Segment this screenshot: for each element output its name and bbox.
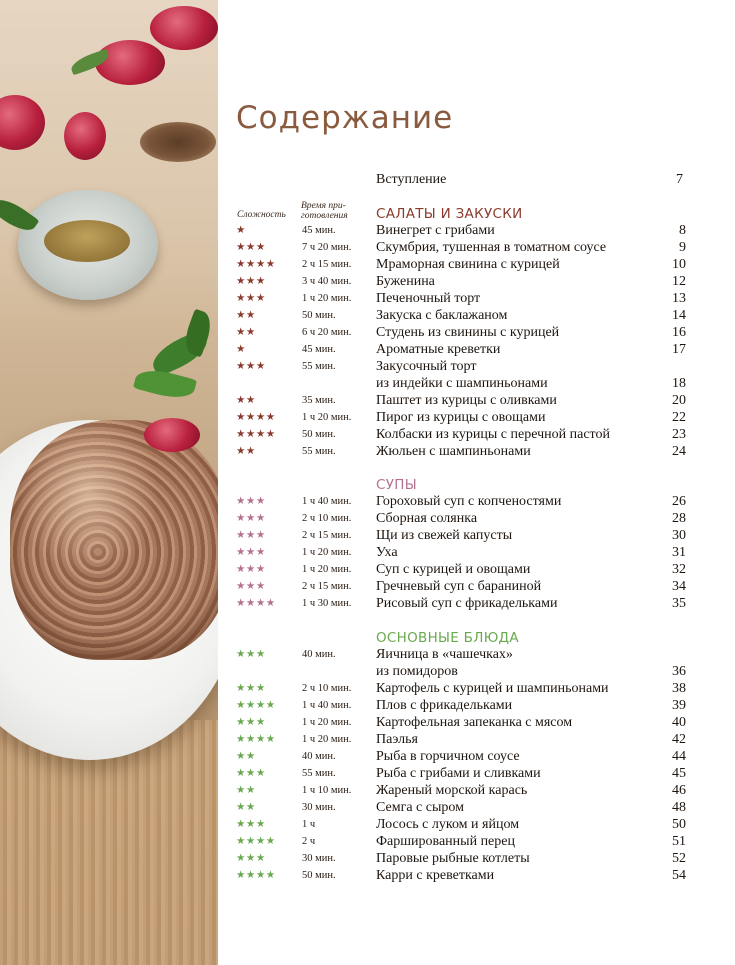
contents-row (228, 359, 690, 376)
page-number: 32 (672, 562, 686, 577)
difficulty-stars: ★★★ (236, 648, 266, 660)
contents-row (228, 511, 690, 528)
cook-time: 50 мин. (302, 429, 336, 440)
recipe-name[interactable]: Гороховый суп с копченостями (376, 494, 562, 509)
recipe-name[interactable]: Колбаски из курицы с перечной пастой (376, 427, 610, 442)
recipe-name[interactable]: Карри с креветками (376, 868, 495, 883)
difficulty-stars: ★★★★ (236, 411, 276, 423)
cook-time: 2 ч 15 мин. (302, 530, 352, 541)
page-number: 24 (672, 444, 686, 459)
cook-time: 55 мин. (302, 361, 336, 372)
page-number: 39 (672, 698, 686, 713)
page-number: 35 (672, 596, 686, 611)
radish (64, 112, 106, 160)
difficulty-stars: ★★ (236, 309, 256, 321)
recipe-name[interactable]: Буженина (376, 274, 435, 289)
page-number: 12 (672, 274, 686, 289)
difficulty-stars: ★★★ (236, 563, 266, 575)
contents-row (228, 868, 690, 885)
section-title: ОСНОВНЫЕ БЛЮДА (376, 630, 519, 646)
difficulty-stars: ★★★ (236, 495, 266, 507)
difficulty-stars: ★★ (236, 750, 256, 762)
recipe-name[interactable]: Картофельная запеканка с мясом (376, 715, 573, 730)
difficulty-stars: ★★ (236, 394, 256, 406)
page-number: 38 (672, 681, 686, 696)
cook-time: 3 ч 40 мин. (302, 276, 352, 287)
contents-row (228, 342, 690, 359)
cook-time: 1 ч 20 мин. (302, 412, 352, 423)
difficulty-stars: ★★★★ (236, 733, 276, 745)
contents-row (228, 681, 690, 698)
time-column-header: Время при- готовления (301, 201, 348, 221)
cook-time: 1 ч 40 мин. (302, 700, 352, 711)
contents-row (228, 817, 690, 834)
recipe-name[interactable]: Мраморная свинина с курицей (376, 257, 560, 272)
page-number: 40 (672, 715, 686, 730)
page-number: 51 (672, 834, 686, 849)
recipe-name[interactable]: Паштет из курицы с оливками (376, 393, 557, 408)
recipe-name[interactable]: Семга с сыром (376, 800, 464, 815)
cook-time: 35 мин. (302, 395, 336, 406)
page-number: 34 (672, 579, 686, 594)
recipe-name[interactable]: Жареный морской карась (376, 783, 528, 798)
contents-row (228, 325, 690, 342)
difficulty-stars: ★★★ (236, 682, 266, 694)
recipe-name[interactable]: Студень из свинины с курицей (376, 325, 560, 340)
difficulty-stars: ★★★★ (236, 835, 276, 847)
radish (95, 40, 165, 85)
recipe-name[interactable]: Рыба в горчичном соусе (376, 749, 520, 764)
recipe-name[interactable]: Картофель с курицей и шампиньонами (376, 681, 609, 696)
page-number: 9 (679, 240, 686, 255)
difficulty-column-header: Сложность (237, 210, 286, 220)
contents-row (228, 376, 690, 393)
page-number: 54 (672, 868, 686, 883)
contents-row (228, 766, 690, 783)
contents-row (228, 274, 690, 291)
recipe-name[interactable]: Паровые рыбные котлеты (376, 851, 530, 866)
difficulty-stars: ★★★★ (236, 597, 276, 609)
recipe-name[interactable]: Скумбрия, тушенная в томатном соусе (376, 240, 607, 255)
page-title: Содержание (236, 100, 454, 136)
cook-time: 1 ч 30 мин. (302, 598, 352, 609)
page-number: 17 (672, 342, 686, 357)
difficulty-stars: ★★★ (236, 852, 266, 864)
page-number: 13 (672, 291, 686, 306)
recipe-name[interactable]: Гречневый суп с бараниной (376, 579, 542, 594)
page-number: 28 (672, 511, 686, 526)
contents-row (228, 732, 690, 749)
recipe-name[interactable]: Ароматные креветки (376, 342, 501, 357)
contents-row (228, 800, 690, 817)
recipe-name[interactable]: Закусочный торт (376, 359, 477, 374)
contents-row (228, 240, 690, 257)
difficulty-stars: ★★ (236, 326, 256, 338)
difficulty-stars: ★★★ (236, 546, 266, 558)
page-number: 18 (672, 376, 686, 391)
difficulty-stars: ★★★★ (236, 869, 276, 881)
recipe-name[interactable]: Рисовый суп с фрикадельками (376, 596, 558, 611)
food-photo (0, 0, 218, 965)
contents-row (228, 427, 690, 444)
contents-row (228, 494, 690, 511)
recipe-name[interactable]: Лосось с луком и яйцом (376, 817, 520, 832)
contents-row (228, 545, 690, 562)
cook-time: 45 мин. (302, 344, 336, 355)
recipe-name[interactable]: Печеночный торт (376, 291, 481, 306)
page-number: 48 (672, 800, 686, 815)
recipe-name[interactable]: Яичница в «чашечках» (376, 647, 513, 662)
cook-time: 50 мин. (302, 870, 336, 881)
difficulty-stars: ★★★ (236, 292, 266, 304)
cook-time: 30 мин. (302, 853, 336, 864)
contents-row (228, 444, 690, 461)
aspic-dish (10, 420, 218, 660)
contents-row (228, 393, 690, 410)
contents-row (228, 579, 690, 596)
contents-row (228, 851, 690, 868)
page-number: 46 (672, 783, 686, 798)
cook-time: 45 мин. (302, 225, 336, 236)
cook-time: 55 мин. (302, 768, 336, 779)
cook-time: 1 ч (302, 819, 316, 830)
recipe-name[interactable]: Суп с курицей и овощами (376, 562, 531, 577)
cook-time: 1 ч 40 мин. (302, 496, 352, 507)
page-number: 26 (672, 494, 686, 509)
difficulty-stars: ★ (236, 343, 246, 355)
mustard (44, 220, 130, 262)
cook-time: 1 ч 20 мин. (302, 717, 352, 728)
page-number: 50 (672, 817, 686, 832)
recipe-name[interactable]: Сборная солянка (376, 511, 478, 526)
contents-row (228, 783, 690, 800)
page-number: 22 (672, 410, 686, 425)
difficulty-stars: ★★★★ (236, 699, 276, 711)
page-number: 44 (672, 749, 686, 764)
cook-time: 6 ч 20 мин. (302, 327, 352, 338)
page-number: 8 (679, 223, 686, 238)
cook-time: 55 мин. (302, 446, 336, 457)
difficulty-stars: ★★★ (236, 767, 266, 779)
recipe-name[interactable]: Щи из свежей капусты (376, 528, 513, 543)
recipe-name[interactable]: Винегрет с грибами (376, 223, 495, 238)
section-title: СУПЫ (376, 477, 417, 493)
difficulty-stars: ★★ (236, 784, 256, 796)
contents-row (228, 308, 690, 325)
difficulty-stars: ★★ (236, 445, 256, 457)
contents-row (228, 223, 690, 240)
cook-time: 2 ч 15 мин. (302, 581, 352, 592)
section-title: САЛАТЫ И ЗАКУСКИ (376, 206, 523, 222)
page-number: 31 (672, 545, 686, 560)
recipe-name[interactable]: Фаршированный перец (376, 834, 515, 849)
cook-time: 7 ч 20 мин. (302, 242, 352, 253)
page-number: 52 (672, 851, 686, 866)
cook-time: 50 мин. (302, 310, 336, 321)
contents-row (228, 410, 690, 427)
contents-row (228, 647, 690, 664)
difficulty-stars: ★★★ (236, 241, 266, 253)
difficulty-stars: ★★★ (236, 716, 266, 728)
radish (150, 6, 218, 50)
difficulty-stars: ★ (236, 224, 246, 236)
radish (144, 418, 200, 452)
page-number: 45 (672, 766, 686, 781)
recipe-name[interactable]: Жюльен с шампиньонами (376, 444, 531, 459)
difficulty-stars: ★★ (236, 801, 256, 813)
recipe-name[interactable]: Пирог из курицы с овощами (376, 410, 546, 425)
cook-time: 1 ч 10 мин. (302, 785, 352, 796)
cook-time: 1 ч 20 мин. (302, 547, 352, 558)
recipe-name[interactable]: Рыба с грибами и сливками (376, 766, 541, 781)
difficulty-stars: ★★★ (236, 580, 266, 592)
cook-time: 1 ч 20 мин. (302, 734, 352, 745)
recipe-name[interactable]: из помидоров (376, 664, 458, 679)
cook-time: 2 ч 15 мин. (302, 259, 352, 270)
cook-time: 2 ч 10 мин. (302, 513, 352, 524)
recipe-name[interactable]: Уха (376, 545, 398, 560)
page-number: 20 (672, 393, 686, 408)
contents-row (228, 562, 690, 579)
cook-time: 30 мин. (302, 802, 336, 813)
page-number: 23 (672, 427, 686, 442)
difficulty-stars: ★★★ (236, 512, 266, 524)
cook-time: 2 ч 10 мин. (302, 683, 352, 694)
recipe-name[interactable]: Закуска с баклажаном (376, 308, 508, 323)
contents-row (228, 698, 690, 715)
contents-row (228, 715, 690, 732)
intro-page-number: 7 (676, 172, 683, 187)
difficulty-stars: ★★★ (236, 275, 266, 287)
page-number: 42 (672, 732, 686, 747)
cook-time: 2 ч (302, 836, 316, 847)
recipe-name[interactable]: Плов с фрикадельками (376, 698, 513, 713)
contents-row (228, 834, 690, 851)
contents-row (228, 528, 690, 545)
recipe-name[interactable]: из индейки с шампиньонами (376, 376, 548, 391)
difficulty-stars: ★★★★ (236, 258, 276, 270)
contents-row (228, 291, 690, 308)
difficulty-stars: ★★★ (236, 818, 266, 830)
cook-time: 1 ч 20 мин. (302, 293, 352, 304)
page-number: 10 (672, 257, 686, 272)
cook-time: 1 ч 20 мин. (302, 564, 352, 575)
page-number: 14 (672, 308, 686, 323)
intro-label: Вступление (376, 172, 447, 187)
difficulty-stars: ★★★ (236, 529, 266, 541)
page-number: 30 (672, 528, 686, 543)
contents-row (228, 596, 690, 613)
cook-time: 40 мин. (302, 649, 336, 660)
cook-time: 40 мин. (302, 751, 336, 762)
recipe-name[interactable]: Паэлья (376, 732, 418, 747)
contents-row (228, 257, 690, 274)
page-number: 36 (672, 664, 686, 679)
difficulty-stars: ★★★★ (236, 428, 276, 440)
difficulty-stars: ★★★ (236, 360, 266, 372)
contents-row (228, 749, 690, 766)
contents-row (228, 664, 690, 681)
photo-board-hole (140, 122, 216, 162)
page-number: 16 (672, 325, 686, 340)
